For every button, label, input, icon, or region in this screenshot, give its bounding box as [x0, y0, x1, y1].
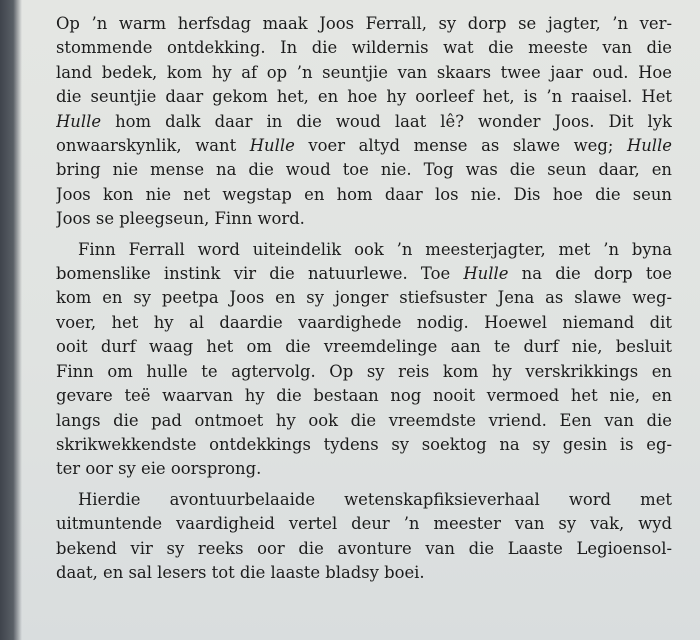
text-line — [56, 12, 672, 36]
text-segment: ter oor sy eie oorsprong. — [56, 459, 262, 479]
text-line — [56, 488, 672, 512]
text-segment: voer, het hy al daardie vaardighede nodig. Hoewel niemand dit — [56, 312, 672, 332]
text-segment: Joos kon nie net wegstap en hom daar los nie. Dis hoe die seun — [56, 184, 672, 204]
text-segment: na die dorp toe — [508, 264, 672, 284]
text-segment: hom dalk daar in die woud laat lê? wonder Joos. Dit lyk — [101, 111, 672, 131]
text-segment: uitmuntende vaardigheid vertel deur ’n meester van sy vak, wyd — [56, 514, 672, 534]
text-line — [56, 286, 672, 310]
text-segment: Finn om hulle te agtervolg. Op sy reis kom hy verskrikkings en — [56, 361, 672, 381]
text-line — [56, 335, 672, 359]
text-line — [56, 537, 672, 561]
text-segment: stommende ontdekking. In die wildernis wat die meeste van die — [56, 38, 672, 58]
text-segment: daat, en sal lesers tot die laaste bladsy boei. — [56, 562, 425, 582]
text-line — [56, 311, 672, 335]
text-line — [56, 433, 672, 457]
text-segment: die seuntjie daar gekom het, en hoe hy oorleef het, is ’n raaisel. Het — [56, 87, 672, 107]
text-line — [56, 183, 672, 207]
paragraph-2 — [56, 238, 672, 482]
text-segment: bomenslike instink vir die natuurlewe. Toe — [56, 264, 464, 284]
text-line — [56, 262, 672, 286]
text-segment: langs die pad ontmoet hy ook die vreemdste vriend. Een van die — [56, 410, 672, 430]
text-line — [56, 561, 672, 585]
text-segment: gevare teë waarvan hy die bestaan nog nooit vermoed het nie, en — [56, 386, 672, 406]
italic-word: Hulle — [463, 264, 509, 284]
italic-word: Hulle — [56, 111, 102, 131]
text-line — [56, 238, 672, 262]
text-segment: bekend vir sy reeks oor die avonture van die Laaste Legioensol- — [56, 538, 672, 558]
text-segment: onwaarskynlik, want — [56, 136, 250, 156]
text-line — [56, 134, 672, 158]
text-segment: bring nie mense na die woud toe nie. Tog was die seun daar, en — [56, 160, 672, 180]
text-segment: voer altyd mense as slawe weg; — [294, 136, 627, 156]
text-segment: kom en sy peetpa Joos en sy jonger stiefsuster Jena as slawe weg- — [56, 288, 672, 308]
text-segment: Finn Ferrall word uiteindelik ook ’n meesterjagter, met ’n byna — [78, 239, 672, 259]
text-line — [56, 85, 672, 109]
page-shadow — [0, 0, 22, 640]
text-line — [56, 409, 672, 433]
paragraph-1 — [56, 12, 672, 232]
text-line — [56, 384, 672, 408]
italic-word: Hulle — [626, 136, 672, 156]
text-line — [56, 512, 672, 536]
text-segment: land bedek, kom hy af op ’n seuntjie van skaars twee jaar oud. Hoe — [56, 62, 672, 82]
text-line — [56, 360, 672, 384]
text-line — [56, 457, 672, 481]
text-segment: Hierdie avontuurbelaaide wetenskapfiksieverhaal word met — [78, 489, 672, 509]
text-segment: Joos se pleegseun, Finn word. — [56, 209, 305, 229]
text-line — [56, 110, 672, 134]
text-segment: Op ’n warm herfsdag maak Joos Ferrall, sy dorp se jagter, ’n ver- — [56, 14, 672, 33]
text-line — [56, 207, 672, 231]
text-segment: ooit durf waag het om die vreemdelinge aan te durf nie, besluit — [56, 337, 672, 357]
blurb-text — [56, 12, 672, 585]
text-line — [56, 36, 672, 60]
text-segment: skrikwekkendste ontdekkings tydens sy soektog na sy gesin is eg- — [56, 434, 672, 454]
text-line — [56, 158, 672, 182]
paragraph-3 — [56, 488, 672, 586]
italic-word: Hulle — [249, 136, 295, 156]
text-line — [56, 61, 672, 85]
